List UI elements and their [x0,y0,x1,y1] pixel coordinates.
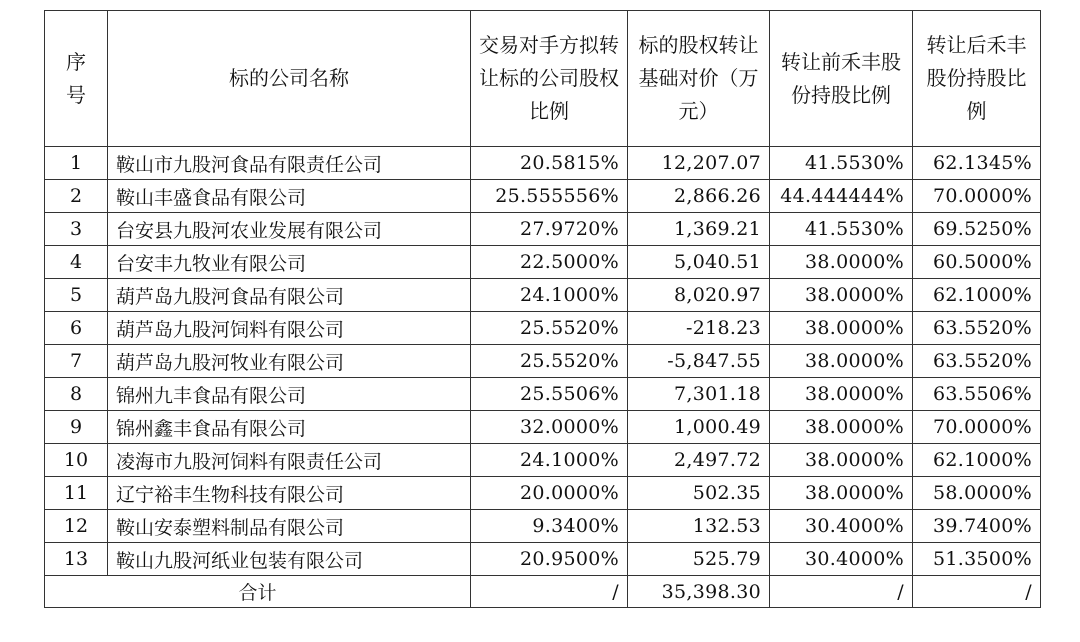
row-price: 8,020.97 [628,279,770,312]
table-row [45,312,1041,345]
row-after: 62.1000% [913,444,1041,477]
total-before: / [770,576,913,608]
row-index: 11 [45,477,108,510]
row-price: -218.23 [628,312,770,345]
row-index: 12 [45,510,108,543]
row-company: 锦州鑫丰食品有限公司 [108,411,471,444]
row-ratio: 24.1000% [471,444,628,477]
row-company: 鞍山丰盛食品有限公司 [108,180,471,213]
table-row [45,213,1041,246]
row-index: 3 [45,213,108,246]
row-after: 58.0000% [913,477,1041,510]
header-before: 转让前禾丰股份持股比例 [770,11,913,147]
row-before: 44.444444% [770,180,913,213]
equity-transfer-table [44,10,1041,608]
row-company: 鞍山市九股河食品有限责任公司 [108,147,471,180]
row-after: 69.5250% [913,213,1041,246]
table-row [45,345,1041,378]
row-price: 1,000.49 [628,411,770,444]
table-row [45,378,1041,411]
total-price: 35,398.30 [628,576,770,608]
row-company: 葫芦岛九股河牧业有限公司 [108,345,471,378]
row-ratio: 20.0000% [471,477,628,510]
row-price: 1,369.21 [628,213,770,246]
row-company: 锦州九丰食品有限公司 [108,378,471,411]
row-ratio: 25.555556% [471,180,628,213]
row-after: 39.7400% [913,510,1041,543]
row-price: 132.53 [628,510,770,543]
table-row [45,147,1041,180]
header-after: 转让后禾丰股份持股比例 [913,11,1041,147]
row-company: 台安县九股河农业发展有限公司 [108,213,471,246]
row-before: 38.0000% [770,477,913,510]
row-ratio: 25.5506% [471,378,628,411]
row-ratio: 27.9720% [471,213,628,246]
row-before: 38.0000% [770,378,913,411]
table-row [45,444,1041,477]
header-price: 标的股权转让基础对价（万元） [628,11,770,147]
row-before: 38.0000% [770,444,913,477]
row-ratio: 22.5000% [471,246,628,279]
row-index: 4 [45,246,108,279]
table-row [45,180,1041,213]
row-ratio: 25.5520% [471,312,628,345]
row-company: 鞍山安泰塑料制品有限公司 [108,510,471,543]
row-ratio: 25.5520% [471,345,628,378]
table-row [45,279,1041,312]
header-index: 序号 [45,11,108,147]
row-ratio: 20.9500% [471,543,628,576]
header-row [45,11,1041,147]
row-index: 2 [45,180,108,213]
row-after: 63.5520% [913,312,1041,345]
row-before: 30.4000% [770,543,913,576]
table-row [45,411,1041,444]
row-after: 51.3500% [913,543,1041,576]
row-ratio: 20.5815% [471,147,628,180]
row-index: 5 [45,279,108,312]
header-company: 标的公司名称 [108,11,471,147]
row-before: 38.0000% [770,312,913,345]
row-index: 7 [45,345,108,378]
row-company: 葫芦岛九股河饲料有限公司 [108,312,471,345]
row-ratio: 24.1000% [471,279,628,312]
row-company: 辽宁裕丰生物科技有限公司 [108,477,471,510]
row-before: 38.0000% [770,246,913,279]
total-label: 合计 [45,576,471,608]
row-price: -5,847.55 [628,345,770,378]
row-before: 30.4000% [770,510,913,543]
row-index: 9 [45,411,108,444]
table-row [45,510,1041,543]
row-price: 2,866.26 [628,180,770,213]
row-index: 10 [45,444,108,477]
row-company: 鞍山九股河纸业包装有限公司 [108,543,471,576]
row-index: 13 [45,543,108,576]
row-before: 41.5530% [770,147,913,180]
table-row [45,543,1041,576]
row-after: 70.0000% [913,411,1041,444]
total-after: / [913,576,1041,608]
row-company: 葫芦岛九股河食品有限公司 [108,279,471,312]
row-price: 502.35 [628,477,770,510]
total-ratio: / [471,576,628,608]
row-index: 6 [45,312,108,345]
row-ratio: 9.3400% [471,510,628,543]
row-index: 8 [45,378,108,411]
header-ratio: 交易对手方拟转让标的公司股权比例 [471,11,628,147]
row-after: 62.1000% [913,279,1041,312]
row-before: 41.5530% [770,213,913,246]
row-ratio: 32.0000% [471,411,628,444]
row-price: 2,497.72 [628,444,770,477]
row-company: 台安丰九牧业有限公司 [108,246,471,279]
row-after: 63.5520% [913,345,1041,378]
row-after: 60.5000% [913,246,1041,279]
row-after: 62.1345% [913,147,1041,180]
row-price: 525.79 [628,543,770,576]
row-index: 1 [45,147,108,180]
table-row [45,246,1041,279]
table-row [45,477,1041,510]
row-price: 7,301.18 [628,378,770,411]
row-price: 12,207.07 [628,147,770,180]
row-after: 63.5506% [913,378,1041,411]
table-body [45,147,1041,576]
total-row [45,576,1041,608]
row-before: 38.0000% [770,345,913,378]
row-before: 38.0000% [770,411,913,444]
row-price: 5,040.51 [628,246,770,279]
row-after: 70.0000% [913,180,1041,213]
row-before: 38.0000% [770,279,913,312]
row-company: 凌海市九股河饲料有限责任公司 [108,444,471,477]
